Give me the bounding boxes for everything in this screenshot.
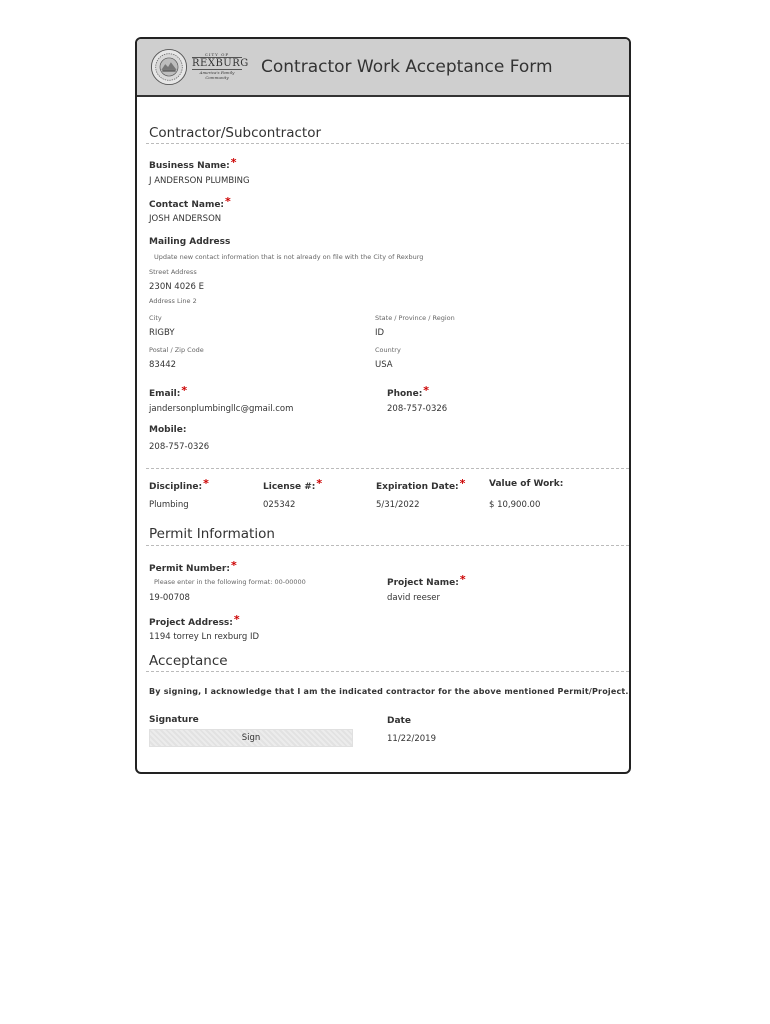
expiration-date-field[interactable]: 5/31/2022 [376,500,420,510]
section-divider [146,143,629,144]
country-sublabel: Country [375,346,401,354]
required-asterisk: * [316,477,323,490]
zip-field[interactable]: 83442 [149,360,177,370]
project-address-field[interactable]: 1194 torrey Ln rexburg ID [149,632,260,642]
contractor-acceptance-form [135,37,631,774]
mailing-address-label: Mailing Address [149,237,231,247]
city-field[interactable]: RIGBY [149,328,175,338]
value-of-work-field[interactable]: $ 10,900.00 [489,500,541,510]
email-label: Email:* [149,384,188,399]
permit-number-label: Permit Number:* [149,559,237,574]
street-address-field[interactable]: 230N 4026 E [149,282,204,292]
discipline-field[interactable]: Plumbing [149,500,189,510]
street-address-sublabel: Street Address [149,268,197,276]
permit-number-hint: Please enter in the following format: 00-00000 [154,578,306,586]
discipline-label: Discipline:* [149,477,209,492]
contact-name-field[interactable]: JOSH ANDERSON [149,214,222,224]
phone-label: Phone:* [387,384,430,399]
expiration-date-label: Expiration Date:* [376,477,466,492]
state-field[interactable]: ID [375,328,385,338]
required-asterisk: * [233,613,240,626]
date-field[interactable]: 11/22/2019 [387,734,436,744]
section-divider [146,468,629,469]
section-title-permit: Permit Information [149,526,275,542]
required-asterisk: * [459,573,466,586]
date-label: Date [387,716,411,726]
required-asterisk: * [230,559,237,572]
value-of-work-label: Value of Work: [489,479,564,489]
acceptance-statement: By signing, I acknowledge that I am the indicated contractor for the above mentioned Permit/Project. [149,687,629,696]
signature-label: Signature [149,715,199,725]
required-asterisk: * [225,195,231,208]
contact-name-label: Contact Name:* [149,195,231,210]
country-field[interactable]: USA [375,360,393,370]
section-title-acceptance: Acceptance [149,653,228,669]
section-title-contractor: Contractor/Subcontractor [149,125,322,141]
address-line-2-sublabel: Address Line 2 [149,297,197,305]
sign-button[interactable]: Sign [149,729,353,747]
project-name-field[interactable]: david reeser [387,593,441,603]
license-label: License #:* [263,477,323,492]
city-sublabel: City [149,314,162,322]
zip-sublabel: Postal / Zip Code [149,346,204,354]
required-asterisk: * [459,477,466,490]
state-sublabel: State / Province / Region [375,314,455,322]
business-name-field[interactable]: J ANDERSON PLUMBING [149,176,250,186]
required-asterisk: * [181,384,188,397]
mailing-address-hint: Update new contact information that is not already on file with the City of Rexburg [154,253,424,261]
required-asterisk: * [230,156,237,169]
required-asterisk: * [423,384,430,397]
license-field[interactable]: 025342 [263,500,296,510]
section-divider [146,545,629,546]
city-logo: CITY OF REXBURG America's Family Community [192,52,249,80]
project-name-label: Project Name:* [387,573,466,588]
email-field[interactable]: jandersonplumbingllc@gmail.com [149,404,294,414]
phone-field[interactable]: 208-757-0326 [387,404,448,414]
section-divider [146,671,629,672]
project-address-label: Project Address:* [149,613,240,628]
required-asterisk: * [203,477,209,490]
form-title: Contractor Work Acceptance Form [261,57,553,77]
permit-number-field[interactable]: 19-00708 [149,593,190,603]
form-header [137,39,629,97]
city-seal-icon [150,48,188,86]
mobile-label: Mobile: [149,425,187,435]
business-name-label: Business Name:* [149,156,237,171]
mobile-field[interactable]: 208-757-0326 [149,442,210,452]
